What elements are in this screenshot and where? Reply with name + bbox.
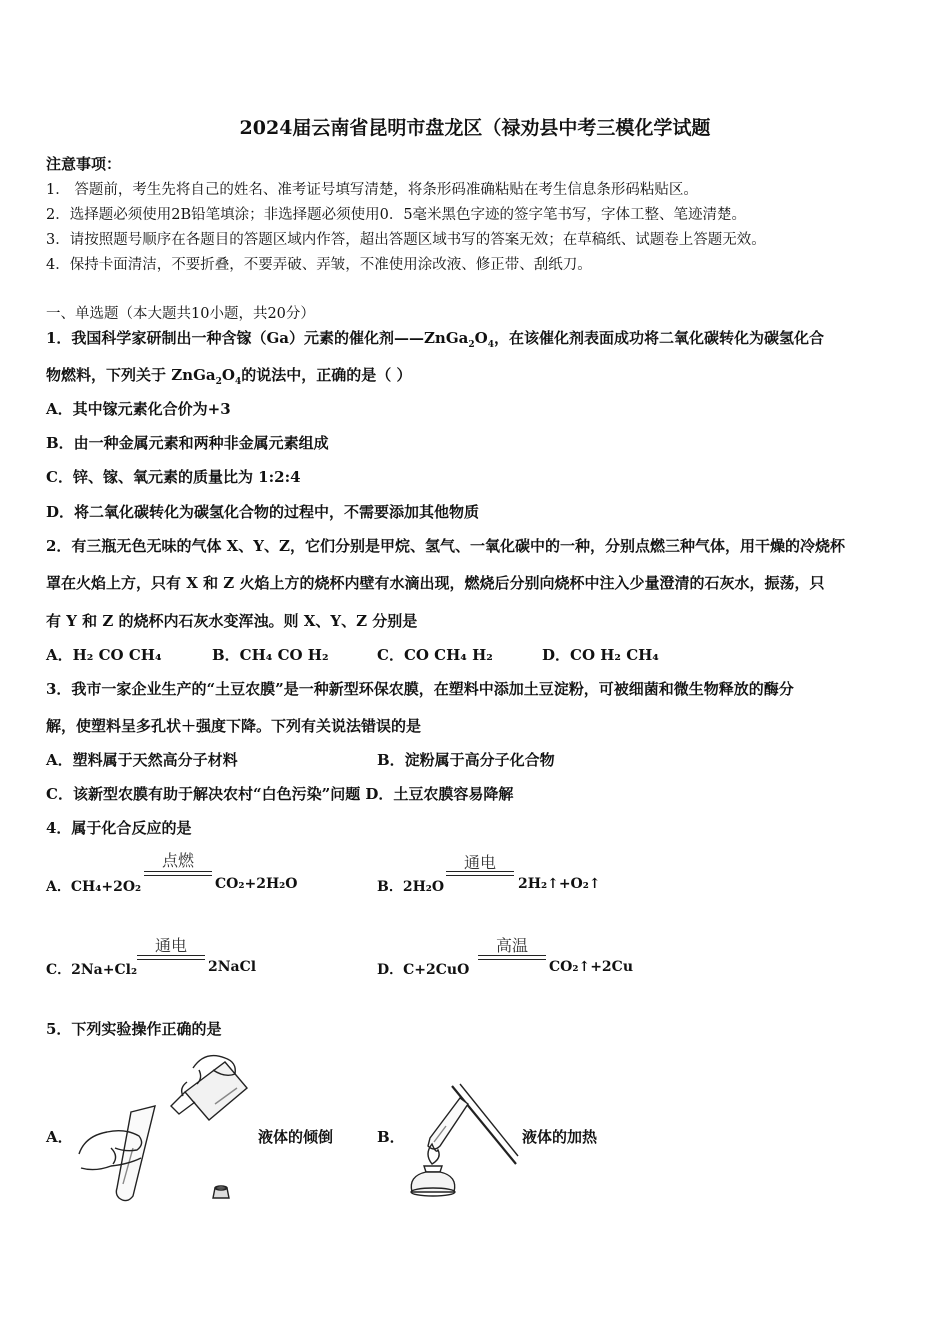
q3-option-cd[interactable]: C．该新型农膜有助于解决农村“白色污染”问题 D．土豆农膜容易降解 — [46, 785, 514, 803]
q4-option-b-product: 2H₂↑+O₂↑ — [518, 876, 601, 892]
q4-option-c-condition: 通电 — [154, 936, 187, 955]
page-title: 2024届云南省昆明市盘龙区（禄劝县中考三模化学试题 — [239, 117, 711, 139]
notice-item-2: 2．选择题必须使用2B铅笔填涂；非选择题必须使用0．5毫米黑色字迹的签字笔书写，字体工整、笔迹清楚。 — [46, 207, 747, 223]
liquid-pouring-figure — [75, 1048, 250, 1206]
q2-option-a[interactable]: A．H₂ CO CH₄ — [46, 646, 162, 664]
notice-item-1: 1． 答题前，考生先将自己的姓名、准考证号填写清楚，将条形码准确粘贴在考生信息条形码粘贴区。 — [46, 182, 698, 198]
q4-option-d-product: CO₂↑+2Cu — [549, 959, 633, 975]
notice-item-4: 4．保持卡面清洁，不要折叠，不要弄破、弄皱，不准使用涂改液、修正带、刮纸刀。 — [46, 257, 592, 273]
q2-stem-line3: 有 Y 和 Z 的烧杯内石灰水变浑浊。则 X、Y、Z 分别是 — [46, 612, 418, 630]
notice-heading: 注意事项： — [46, 155, 122, 173]
q4-option-b[interactable]: B．2H₂O — [377, 879, 445, 895]
q1-option-a[interactable]: A．其中镓元素化合价为+3 — [46, 400, 231, 418]
q2-option-d[interactable]: D．CO H₂ CH₄ — [542, 646, 659, 664]
q3-stem-line1: 3．我市一家企业生产的“土豆农膜”是一种新型环保农膜，在塑料中添加土豆淀粉，可被细菌和微生物释放的酶分 — [46, 680, 794, 698]
liquid-heating-figure — [402, 1080, 520, 1202]
notice-item-3: 3．请按照题号顺序在各题目的答题区域内作答，超出答题区域书写的答案无效；在草稿纸、试题卷上答题无效。 — [46, 232, 766, 248]
q4-option-c-product: 2NaCl — [208, 959, 257, 975]
q2-option-c[interactable]: C．CO CH₄ H₂ — [377, 646, 493, 664]
q5-option-b-caption: 液体的加热 — [522, 1128, 598, 1146]
q4-option-c[interactable]: C．2Na+Cl₂ — [46, 962, 138, 978]
q1-stem-line2: 物燃料，下列关于 $ZnGa_2O_4$的说法中，正确的是（ ） — [46, 366, 412, 387]
q3-option-b[interactable]: B．淀粉属于高分子化合物 — [377, 751, 555, 769]
q1-option-d[interactable]: D．将二氧化碳转化为碳氢化合物的过程中，不需要添加其他物质 — [46, 503, 480, 521]
section-heading: 一、单选题（本大题共10小题，共20分） — [46, 306, 315, 322]
q5-option-b[interactable]: B． — [377, 1128, 405, 1146]
q3-option-a[interactable]: A．塑料属于天然高分子材料 — [46, 751, 238, 769]
q5-option-a-caption: 液体的倾倒 — [258, 1128, 334, 1146]
q4-stem: 4．属于化合反应的是 — [46, 819, 192, 837]
q2-stem-line1: 2．有三瓶无色无味的气体 X、Y、Z，它们分别是甲烷、氢气、一氧化碳中的一种，分别点燃三种气体，用干燥的冷烧杯 — [46, 537, 845, 555]
q1-option-b[interactable]: B．由一种金属元素和两种非金属元素组成 — [46, 434, 329, 452]
q4-option-b-condition: 通电 — [463, 853, 496, 872]
q4-option-a[interactable]: A．CH₄+2O₂ — [46, 879, 142, 895]
q4-option-a-equals — [144, 871, 212, 876]
q5-option-a[interactable]: A． — [46, 1128, 73, 1146]
q4-option-d-equals — [478, 955, 546, 960]
q4-option-d[interactable]: D．C+2CuO — [377, 962, 470, 978]
q3-stem-line2: 解，使塑料呈多孔状＋强度下降。下列有关说法错误的是 — [46, 717, 422, 735]
q4-option-a-condition: 点燃 — [161, 851, 194, 870]
q1-option-c[interactable]: C．锌、镓、氧元素的质量比为 1:2:4 — [46, 468, 301, 486]
q4-option-c-equals — [137, 955, 205, 960]
q4-option-a-product: CO₂+2H₂O — [215, 876, 298, 892]
q4-option-b-equals — [446, 871, 514, 876]
q4-option-d-condition: 高温 — [495, 936, 528, 955]
q2-stem-line2: 罩在火焰上方，只有 X 和 Z 火焰上方的烧杯内壁有水滴出现，燃烧后分别向烧杯中注入少量澄清的石灰水，振荡，只 — [46, 574, 825, 592]
q2-option-b[interactable]: B．CH₄ CO H₂ — [212, 646, 329, 664]
q1-stem-line1: 1．我国科学家研制出一种含镓（Ga）元素的催化剂$——ZnGa_2O_4$，在该催化剂表面成功将二氧化碳转化为碳氢化合 — [46, 329, 824, 350]
q5-stem: 5．下列实验操作正确的是 — [46, 1020, 222, 1038]
